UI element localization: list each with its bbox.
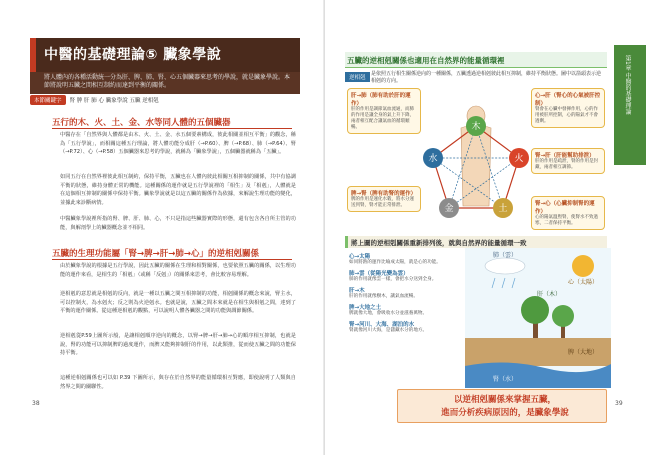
section2-paragraph-3: 逆相剋從P.59上圖所示般，是讓相剋順序逆向的概念，以腎→脾→肝→肺→心的順序相互抑制，也就是說，腎的功能可以抑制脾的過度運作，而脾又能夠抑制肝的作用，以此類推，從而使五臟之間的功能保持平衡。 [60,333,296,357]
label-wood: 木 [471,122,481,132]
cycle-item-lung [349,269,469,283]
nature-cycle-illustration [465,248,611,408]
section1-paragraph-3: 中醫臟象學說裡所指的腎、脾、肝、肺、心，不只是指這些臟器實際的形態，還有包含各自所主管的功能，與解剖學上的臟器概念並不相同。 [60,216,296,231]
cycle-item-body: 腎就像河川大海，是儲藏水分的地方。 [349,328,428,333]
landscape-svg [465,248,611,388]
label-water: 水 [428,154,438,164]
label-earth: 土 [498,204,508,214]
note-body: 心的陽氣溫煦腎，使腎水不致過寒，二者保持平衡。 [535,215,598,226]
cycle-title-text: 將上圖的逆相剋關係重新排列後，就與自然界的能量循環一致 [351,239,527,247]
label-water-layer: 腎（水） [492,376,518,383]
note-heart-liver [531,88,605,128]
cycle-item-body: 脾就像大地，會吸收水分並滋養萬物。 [349,311,428,316]
cloud-icon [485,258,525,274]
label-cloud: 肺（雲） [492,252,518,259]
cycle-list [349,252,469,337]
note-body: 腎會在心臟中發揮作用，心的作用被肝所控制，心的陽氣才不會過剩。 [535,107,598,124]
note-title: 腎→心（心臟抑制腎的運作） [535,201,595,215]
intro-text: 將人體內的各種活動統一分為肝、脾、肺、腎、心五個臟器來思考的學說，就是臟象學說。本節將說明五臟之間相互制約而達到平衡的關係。 [44,74,291,89]
cycle-item-head: 心→太陽 [349,254,371,260]
note-liver-lung [347,88,421,134]
right-header-text: 五臟的逆相剋關係也適用在自然界的能量循環裡 [347,56,505,65]
section2-underline [52,259,292,260]
banner-line-2: 進而分析疾病原因的，是臟象學說 [441,408,569,418]
figure-torso [461,125,491,206]
section2-paragraph-1: 由於臟象學說的根據是五行學說，因此五臟的關係在生理和相對關係，也要依照五臟的關係，以生理功能的運作來看，是相生的「相剋」（或稱「反剋」）的關係來思考，會比較容易理解。 [60,263,296,278]
page-number-left: 38 [32,400,40,407]
cycle-item-head: 腎→河川、大海、湖泊的水 [349,322,415,328]
cycle-item-head: 脾→大地之土 [349,305,382,311]
label-metal: 金 [444,204,454,214]
keyword-list: 腎 脾 肝 肺 心 臟象學說 五臟 逆相剋 [69,98,159,104]
note-body: 肝的作用是調節氣血流通，而肺的作用是讓全身的氣上升下降，兩者相互配合讓氣血的循環順暢。 [351,107,414,130]
label-tree: 肝（木） [536,291,562,298]
note-title: 腎→肝（肝能幫助排泄） [535,153,595,159]
cycle-item-body: 肝的作用就像樹木，讓氣血流暢。 [349,294,418,299]
page-title: 中醫的基礎理論⑤ 臟象學說 [44,47,222,63]
note-kidney-liver [531,148,605,174]
section2-paragraph-2: 逆相剋的意思就是相剋的反向，就是一種以五臟之間互相抑制的功能，相剋關係的概念來說，腎主水，可以控制火，為水剋火；反之則為火逆剋水。也就是說，五臟之間本來就是在相生與相剋之間，達到了平衡的運作關係。從這種逆相剋的觀點，可以說明人體各臟器之間的功能與調節關係。 [60,291,296,315]
section1-underline [52,128,292,129]
right-page-content [325,0,650,455]
note-kidney-heart [531,196,605,230]
cycle-item-heart [349,252,469,266]
label-sun: 心（太陽） [567,279,599,286]
cycle-item-kidney [349,320,469,334]
cycle-item-body: 如同將熱的運作比喻成太陽，就是心的功能。 [349,260,441,265]
note-body: 肝的作用是疏泄，腎的作用是封藏，兩者相互調節。 [535,159,598,170]
section2-paragraph-4: 這種逆相剋關係也可以如 P.39 下圖所示，與存在於自然界的能量循環相互對應，即使說明了人類與自然界之間的關聯性。 [60,375,296,390]
chapter-tab-text: 第1章 中醫的基礎理論 [624,55,631,115]
keyword-label: 本節關鍵字 [30,95,66,105]
note-title: 肝→肺（肺有助於肝的運作） [351,93,411,107]
intro-box [30,72,300,94]
keyword-row [30,95,300,105]
section2-heading: 五臟的生理功能屬「腎→脾→肝→肺→心」的逆相剋關係 [52,249,259,259]
section1-paragraph-2: 如同五行在自然界裡彼此相互制約，保持平衡，五臟也在人體內彼此相關互相抑制的關係，共中有協調平衡的狀態，維持身體正常的機能。這種關係的運作就是五行學說裡的「相生」及「相剋」，人體就是在這個相互抑制的關係中保持平衡。臟象學說就是以這五臟的關係作為依據，來解說生理功能的變化，並據此來診斷病情。 [60,174,296,206]
cycle-item-head: 肝→木 [349,288,365,294]
cycle-item-spleen [349,303,469,317]
legend-description: 是依照五行相生關係逆向的一種關係，五臟透過逆相剋彼此相互抑制，維持平衡狀態。圖中以箭頭表示逆相剋的方向。 [371,71,602,84]
page-number-right: 39 [615,400,623,407]
note-title: 脾→腎（脾有助腎的運作） [351,191,417,197]
note-body: 脾的作用是運化水穀，將水分運送到腎，腎才能正常排泄。 [351,197,414,208]
section1-heading: 五行的木、火、土、金、水等同人體的五個臟器 [52,118,231,128]
note-spleen-kidney [347,186,421,212]
cycle-item-head: 肺→雲（從陽光變為雲） [349,271,409,277]
label-fire: 火 [514,154,524,164]
banner-line-1: 以逆相剋關係來掌握五臟， [453,395,556,405]
legend-tag: 逆相剋 [345,72,370,82]
note-title: 心→肝（腎心的心氣被肝控制） [535,93,601,107]
five-organ-diagram [345,86,607,234]
sun-icon [572,255,594,277]
label-soil: 脾（大地） [567,349,599,356]
cycle-item-body: 肺的作用就像雲一樣，會把水分送到全身。 [349,277,437,282]
section1-paragraph-1: 中醫存在「自然界與人體都是由木、火、土、金、水五個要素構成，彼此相關並相互平衡」的觀念，稱為「五行學說」，而相關這種五行理論，將人體功能分成肝（→P.60）、脾（→P.68）、肺（→P.64）、腎（→P.72）、心（→P.58）五個臟器來思考的學說，就稱為「臟象學說」，五個臟器就稱為「五臟」。 [60,132,296,156]
cycle-item-liver [349,286,469,300]
